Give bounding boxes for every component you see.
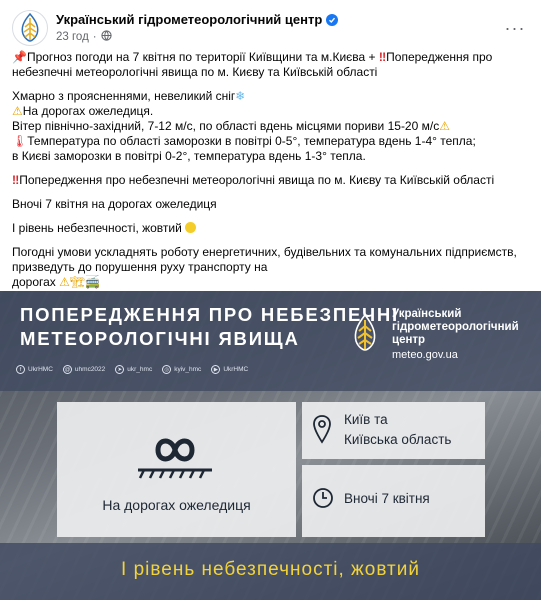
clock-icon <box>312 487 334 509</box>
thermometer-icon: 🌡 <box>12 134 28 148</box>
warning-icon: ⚠ <box>439 119 450 133</box>
warning-icon: ⚠ <box>12 104 23 118</box>
location-label: Київ та Київська область <box>344 412 452 447</box>
location-card <box>302 402 485 459</box>
post-timestamp[interactable]: 23 год <box>56 31 89 43</box>
banner-title: ПОПЕРЕДЖЕННЯ ПРО НЕБЕЗПЕЧНІ МЕТЕОРОЛОГІЧНІ ЯВИЩА <box>20 304 399 349</box>
banner-website: meteo.gov.ua <box>392 349 458 361</box>
location-pin-icon <box>312 414 332 446</box>
banner-header <box>0 291 541 391</box>
post-image[interactable] <box>0 291 541 600</box>
facebook-icon: f <box>16 365 25 374</box>
banner-org-name: Український гідрометеорологічний центр <box>392 308 519 346</box>
black-ice-icon <box>134 428 216 482</box>
avatar[interactable] <box>12 10 48 46</box>
ice-warning-card <box>57 402 296 537</box>
hydromet-logo-icon <box>350 313 380 353</box>
danger-level-bar <box>0 543 541 600</box>
trolleybus-icon: 🚎 <box>85 275 101 289</box>
post-text: 📌Прогноз погоди на 7 квітня по території Київщини та м.Києва + ‼Попередження про небезпечні метеорологічні явища по м. Києву та Київській області Хмарно з проясненнями, невеликий сніг❄ ⚠На дорогах ожеледиця. Вітер північно-західний, 7-12 м/с, по області вдень місцями пориви 15-20 м/с⚠ 🌡Температура по області заморозки в повітрі 0-5°, температура вдень 1-4° тепла; в Києві заморозки в повітрі 0-2°, температура вдень 1-3° тепла. ‼Попередження про небезпечні метеорологічні явища по м. Києву та Київській області Вночі 7 квітня на дорогах ожеледиця І рівень небезпечності, жовтий Погодні умови ускладнять роботу енергетичних, будівельних та комунальних підприємств, призведуть до порушення руху транспорту на дорогах ⚠🏗🚎 <box>12 50 517 289</box>
youtube-icon: ▶ <box>211 365 220 374</box>
yellow-circle-icon <box>185 222 196 233</box>
snowflake-icon: ❄ <box>235 89 246 103</box>
verified-badge-icon <box>326 14 338 26</box>
social-handles: f UkrHMC @ uhmc2022 ➤ ukr_hmc ◎ kyiv_hmc ▶ UkrHMC <box>16 365 248 374</box>
telegram-icon: ➤ <box>115 365 124 374</box>
warning-icon: ⚠ <box>59 275 70 289</box>
construction-crane-icon: 🏗 <box>69 275 86 289</box>
threads-icon: @ <box>64 366 71 373</box>
time-card <box>302 465 485 537</box>
more-options-button[interactable]: ··· <box>504 17 526 38</box>
instagram-icon: ◎ <box>162 365 171 374</box>
pushpin-icon: 📌 <box>12 50 27 64</box>
double-exclamation-icon: ‼ <box>378 50 387 64</box>
time-label: Вночі 7 квітня <box>344 491 430 506</box>
globe-icon <box>101 30 112 44</box>
double-exclamation-icon: ‼ <box>12 173 20 187</box>
page-name-link[interactable]: Український гідрометеорологічний центр <box>56 12 323 27</box>
post-header: Український гідрометеорологічний центр 23 год · ··· <box>12 8 529 48</box>
ice-warning-label: На дорогах ожеледиця <box>102 497 251 513</box>
danger-level-text: І рівень небезпечності, жовтий <box>121 559 420 580</box>
